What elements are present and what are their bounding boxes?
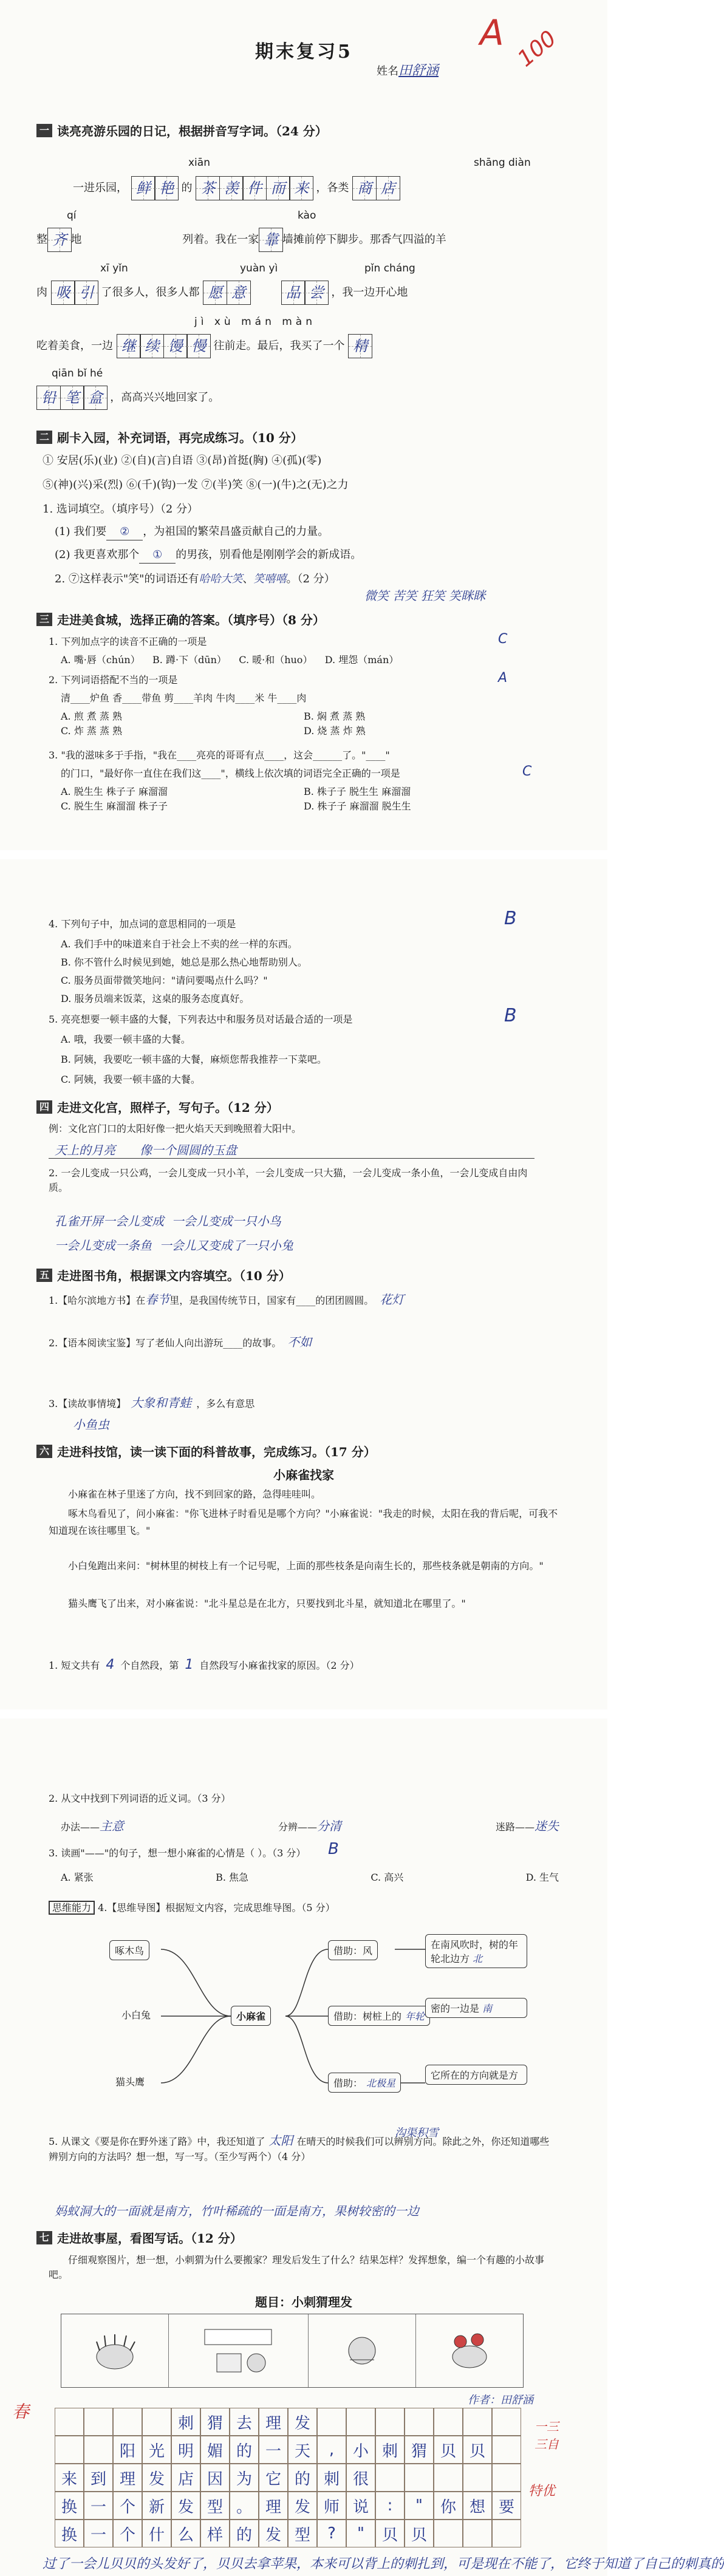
- grid-cell: 个: [113, 2492, 142, 2520]
- story-p4: 猫头鹰飞了出来，对小麻雀说："北斗星总是在北方，只要找到北斗星，就知道北在哪里了。": [68, 1598, 466, 1609]
- s5-q3: 3.【读故事情境】 大象和青蛙 ，多么有意思: [49, 1395, 255, 1410]
- grid-cell: 的: [230, 2436, 259, 2464]
- s4-example: 例：文化宫门口的太阳好像一把火焰天天到晚照着大阳中。: [49, 1123, 302, 1134]
- grid-cell: ?: [317, 2520, 346, 2547]
- grid-cell: 到: [84, 2464, 113, 2492]
- grid-cell: ": [346, 2520, 375, 2547]
- grade-mark-spring: 春: [12, 2402, 30, 2422]
- answer-box: 笔: [60, 386, 84, 410]
- grid-cell: 发: [288, 2492, 317, 2520]
- pinyin: xī yǐn: [100, 262, 128, 274]
- grid-cell: 很: [346, 2464, 375, 2492]
- grid-cell: [55, 2436, 84, 2464]
- pinyin: pǐn cháng: [364, 262, 415, 274]
- p2-q5: 5. 亮亮想要一顿丰盛的大餐，下列表达中和服务员对话最合适的一项是: [49, 1014, 353, 1025]
- p2-q5b: B. 阿姨，我要吃一顿丰盛的大餐，麻烦您帮我推荐一下菜吧。: [61, 1054, 327, 1065]
- grid-cell: 说: [346, 2492, 375, 2520]
- pinyin: jì xù mán màn: [194, 316, 316, 328]
- s3-q3: 3. "我的滋味多于手指，"我在____亮亮的哥哥有点____，这会______了。"____": [49, 749, 390, 761]
- p2-q4b: B. 你不管什么时候见到她，她总是那么热心地帮助别人。: [61, 956, 307, 968]
- grid-cell: 贝: [375, 2520, 405, 2547]
- grid-cell: 一: [259, 2436, 288, 2464]
- section-2-heading: 二 刷卡入园，补充词语，再完成练习。（10 分）: [36, 428, 303, 446]
- p3-q3: 3. 读画"——"的句子，想一想小麻雀的心情是（ ）。（3 分）: [49, 1847, 306, 1859]
- grid-cell: 光: [142, 2436, 171, 2464]
- s7-hint: 仔细观察图片，想一想，小刺猬为什么要搬家？理发后发生了什么？结果怎样？发挥想象，编一个有趣的小故事吧。: [49, 2254, 545, 2280]
- grid-cell: 换: [55, 2520, 84, 2547]
- grid-cell: ": [405, 2492, 434, 2520]
- s4-q2: 2. 一会儿变成一只公鸡，一会儿变成一只小羊，一会儿变成一只大猫，一会儿变成一条小鱼，一会儿变成自由肉质。: [49, 1167, 528, 1193]
- p2-a5: B: [504, 1005, 517, 1026]
- s3-q2-line: 清____炉鱼 香____带鱼 剪____羊肉 牛肉____米 牛____肉: [61, 692, 307, 704]
- grid-cell: [142, 2408, 171, 2436]
- answer-box: 店: [376, 176, 400, 200]
- grid-cell: 你: [434, 2492, 463, 2520]
- grid-cell: 么: [171, 2520, 200, 2547]
- grid-cell: 师: [317, 2492, 346, 2520]
- grid-cell: 为: [230, 2464, 259, 2492]
- grid-cell: 个: [113, 2520, 142, 2547]
- s3-a1: C: [498, 632, 508, 647]
- answer-box: 品: [281, 281, 306, 305]
- p3-q2: 2. 从文中找到下列词语的近义词。（3 分）: [49, 1793, 231, 1804]
- s3-q2-options: A. 煎 煮 蒸 熟 B. 焖 煮 蒸 熟 C. 炸 蒸 蒸 熟 D. 烧 蒸 炸 熟: [61, 710, 366, 737]
- grid-cell: 想: [463, 2492, 492, 2520]
- grid-cell: [317, 2408, 346, 2436]
- grid-cell: 它: [259, 2464, 288, 2492]
- map-left-rabbit: 小白兔: [121, 2009, 151, 2021]
- grid-cell: 发: [259, 2520, 288, 2547]
- s4-answer-1: 天上的月亮 像一个圆圆的玉盘: [55, 1143, 237, 1157]
- answer-box: 铅: [36, 386, 61, 410]
- grid-cell: 型: [288, 2520, 317, 2547]
- grid-cell: [84, 2436, 113, 2464]
- map-left-woodpecker: 啄木鸟: [109, 1940, 149, 1960]
- grid-cell: [492, 2520, 521, 2547]
- grid-cell: [346, 2408, 375, 2436]
- s2-q2: 2. ⑦这样表示"笑"的词语还有哈哈大笑、笑嘻嘻。（2 分）: [55, 573, 335, 585]
- grid-cell: 一: [84, 2492, 113, 2520]
- grid-cell: 贝: [405, 2520, 434, 2547]
- grid-cell: [55, 2408, 84, 2436]
- grid-cell: 的: [230, 2520, 259, 2547]
- grid-cell: [375, 2464, 405, 2492]
- p3-q4: 思维能力 4.【思维导图】根据短文内容，完成思维导图。（5 分）: [49, 1901, 335, 1915]
- name-value: 田舒涵: [398, 63, 439, 78]
- section-6-heading: 六 走进科技馆，读一读下面的科普故事，完成练习。（17 分）: [36, 1442, 376, 1460]
- grid-cell: [405, 2408, 434, 2436]
- side-note: 一三 三自: [534, 2419, 559, 2452]
- p3-q3-options: A. 紧张 B. 焦急 C. 高兴 D. 生气: [61, 1872, 559, 1883]
- grid-cell: :: [375, 2492, 405, 2520]
- p3-a5b: 沟渠积雪: [395, 2127, 439, 2139]
- grid-cell: 一: [84, 2520, 113, 2547]
- s1-line-2: 整 齐 地 列着。我在一家 靠 墙摊前停下脚步。那香气四溢的羊: [36, 228, 446, 252]
- p3-q2-answers: 办法——主意 分辨——分清 迷路——迷失: [61, 1819, 559, 1833]
- s3-q1-options: A. 嘴·唇（chún） B. 蹲·下（dūn） C. 暖·和（huo） D. 埋怨（mán）: [61, 654, 399, 666]
- name-label: 姓名田舒涵: [377, 63, 439, 78]
- essay-mark: 特优: [528, 2484, 556, 2499]
- story-p2: 啄木鸟看见了，问小麻雀："你飞进林子时看见是哪个方向？"小麻雀说："我走的时候，太阳在我的背后呢，可我不知道现在该往哪里飞。": [49, 1508, 558, 1536]
- answer-box: 件: [242, 176, 267, 200]
- grid-cell: [463, 2464, 492, 2492]
- comic-strip: [61, 2314, 524, 2388]
- grid-cell: 发: [288, 2408, 317, 2436]
- grid-cell: 猬: [405, 2436, 434, 2464]
- answer-box: 愿: [203, 281, 227, 305]
- s7-topic: 题目：小刺猬理发: [255, 2295, 352, 2309]
- grid-cell: 因: [200, 2464, 230, 2492]
- p2-q5a: A. 哦，我要一顿丰盛的大餐。: [61, 1034, 191, 1045]
- map-right-1: 在南风吹时，树的年轮北边方 北: [425, 1934, 527, 1968]
- story-p1: 小麻雀在林子里迷了方向，找不到回家的路，急得哇哇叫。: [68, 1488, 321, 1500]
- grade-mark: A: [480, 12, 504, 53]
- essay-author: 作者：田舒涵: [468, 2394, 533, 2407]
- grid-cell: 天: [288, 2436, 317, 2464]
- s3-q3-options: A. 脱生生 株子子 麻溜溜 B. 株子子 脱生生 麻溜溜 C. 脱生生 麻溜溜 株子子 D. 株子子 麻溜溜 脱生生: [61, 786, 411, 812]
- page-3: [0, 1719, 724, 2576]
- p3-q5: 5. 从课文《要是你在野外迷了路》中，我还知道了 太阳 在晴天的时候我们可以辨别方向。除此之外，你还知道哪些辨别方向的方法吗？想一想，写一写。（至少写两个）（4 分）: [49, 2133, 550, 2162]
- grid-cell: 。: [230, 2492, 259, 2520]
- grid-cell: 小: [346, 2436, 375, 2464]
- p2-q5c: C. 阿姨，我要一顿丰盛的大餐。: [61, 1074, 200, 1085]
- s1-line-5: 铅 笔 盒 ，高高兴兴地回家了。: [36, 386, 219, 410]
- answer-box: 羡: [219, 176, 244, 200]
- grid-cell: [463, 2520, 492, 2547]
- page-separator: [0, 850, 607, 859]
- s2-row-1: ① 安居(乐)(业) ②(自)(言)自语 ③(昂)首挺(胸) ④(孤)(零): [43, 454, 322, 467]
- s2-extra-answers: 微笑 苦笑 狂笑 笑眯眯: [364, 588, 486, 603]
- p2-q4: 4. 下列句子中，加点词的意思相同的一项是: [49, 918, 236, 930]
- grid-cell: 明: [171, 2436, 200, 2464]
- p2-q4a: A. 我们手中的味道来自于社会上不卖的丝一样的东西。: [61, 938, 298, 950]
- grid-cell: [434, 2408, 463, 2436]
- map-mid-1: 借助：风: [328, 1940, 378, 1960]
- answer-box: 引: [74, 281, 98, 305]
- answer-box: 意: [227, 281, 251, 305]
- answer-box: 靠: [259, 228, 283, 252]
- grid-cell: 媚: [200, 2436, 230, 2464]
- s4-answer-2b: 一会儿变成一条鱼 一会儿又变成了一只小兔: [55, 1238, 293, 1253]
- s3-q2: 2. 下列词语搭配不当的一项是: [49, 674, 178, 686]
- grid-cell: 刺: [171, 2408, 200, 2436]
- grid-cell: ,: [317, 2436, 346, 2464]
- grid-cell: [375, 2408, 405, 2436]
- section-3-heading: 三 走进美食城，选择正确的答案。（填序号）（8 分）: [36, 610, 325, 628]
- grid-cell: 新: [142, 2492, 171, 2520]
- page-separator: [0, 1709, 607, 1719]
- pinyin: yuàn yì: [240, 262, 278, 274]
- s3-a2: A: [498, 670, 508, 686]
- essay-grid: [55, 2408, 521, 2547]
- comic-panel: [309, 2314, 416, 2387]
- answer-box: 齐: [47, 228, 72, 252]
- s2-q1b: (2) 我更喜欢那个 ① 的男孩，别看他是刚刚学会的新成语。: [55, 547, 361, 564]
- grid-cell: [434, 2520, 463, 2547]
- grid-cell: 的: [288, 2464, 317, 2492]
- s2-q1a: (1) 我们要 ② ，为祖国的繁荣昌盛贡献自己的力量。: [55, 523, 329, 540]
- grid-cell: 型: [200, 2492, 230, 2520]
- page-2: [0, 859, 607, 1709]
- score-mark: 100: [513, 26, 561, 72]
- s1-line-4: 吃着美食，一边 继 续 馒 慢 往前走。最后，我买了一个 精: [36, 334, 372, 358]
- grid-cell: [84, 2408, 113, 2436]
- comic-panel: [416, 2314, 523, 2387]
- p2-q4c: C. 服务员面带微笑地问："请问要喝点什么吗？": [61, 975, 268, 986]
- s4-answer-2a: 孔雀开屏一会儿变成 一会儿变成一只小鸟: [55, 1214, 281, 1228]
- pinyin: xiān: [188, 157, 210, 169]
- story-title: 小麻雀找家: [273, 1468, 334, 1482]
- grid-cell: [492, 2464, 521, 2492]
- section-5-heading: 五 走进图书角，根据课文内容填空。（10 分）: [36, 1266, 291, 1284]
- answer-line: [49, 1158, 534, 1159]
- s3-a3: C: [522, 764, 532, 779]
- grid-cell: [463, 2408, 492, 2436]
- grid-cell: 贝: [434, 2436, 463, 2464]
- answer-box: 尝: [304, 281, 329, 305]
- answer-box: 艳: [154, 176, 179, 200]
- grid-cell: 刺: [317, 2464, 346, 2492]
- map-right-2: 密的一边是 南: [425, 1998, 527, 2018]
- s5-q1: 1.【哈尔滨地方书】在春节里，是我国传统节日，国家有____的团团圆圆。 花灯: [49, 1292, 405, 1307]
- s2-row-2: ⑤(神)(兴)采(烈) ⑥(千)(钩)一发 ⑦(半)笑 ⑧(一)(牛)之(无)之力: [43, 479, 349, 491]
- grid-cell: 来: [55, 2464, 84, 2492]
- pinyin: kào: [298, 210, 316, 222]
- s3-q1: 1. 下列加点字的读音不正确的一项是: [49, 636, 207, 647]
- grid-cell: [405, 2464, 434, 2492]
- page-title: 期末复习5: [255, 41, 353, 63]
- page-1: [0, 0, 607, 850]
- grid-cell: 样: [200, 2520, 230, 2547]
- s5-q2: 2.【语本阅读宝鉴】写了老仙人向出游玩____的故事。 不如: [49, 1335, 312, 1349]
- grid-cell: 发: [142, 2464, 171, 2492]
- grid-cell: 阳: [113, 2436, 142, 2464]
- comic-panel: [61, 2314, 169, 2387]
- section-7-heading: 七 走进故事屋，看图写话。（12 分）: [36, 2229, 242, 2246]
- answer-box: 盒: [83, 386, 108, 410]
- grid-cell: 理: [259, 2492, 288, 2520]
- grid-cell: [492, 2408, 521, 2436]
- p2-q4d: D. 服务员端来饭菜，这桌的服务态度真好。: [61, 993, 250, 1004]
- answer-box: 茶: [196, 176, 220, 200]
- map-right-3: 它所在的方向就是方: [425, 2065, 527, 2085]
- answer-box: 而: [266, 176, 290, 200]
- map-mid-2: 借助：树桩上的 年轮: [328, 2006, 430, 2026]
- grid-cell: [492, 2436, 521, 2464]
- grid-cell: 理: [259, 2408, 288, 2436]
- answer-box: 吸: [51, 281, 75, 305]
- answer-box: 商: [352, 176, 377, 200]
- grid-cell: 发: [171, 2492, 200, 2520]
- map-left-owl: 猫头鹰: [115, 2076, 145, 2088]
- s1-line-1: 一进乐园， 鲜 艳 的 茶 羡 件 而 来 ，各类 商 店: [73, 176, 399, 200]
- s6-q1: 1. 短文共有 4 个自然段，第 1 自然段写小麻雀找家的原因。（2 分）: [49, 1657, 360, 1672]
- grid-cell: 贝: [463, 2436, 492, 2464]
- grid-cell: 要: [492, 2492, 521, 2520]
- section-1-heading: 一 读亮亮游乐园的日记，根据拼音写字词。（24 分）: [36, 121, 327, 139]
- p3-a5-answer: 妈蚁洞大的一面就是南方，竹叶稀疏的一面是南方，果树较密的一边: [55, 2204, 419, 2218]
- s5-answer-3b: 小鱼虫: [73, 1417, 109, 1432]
- essay-tail: 过了一会儿贝贝的头发好了，贝贝去拿苹果，本来可以背上的刺扎到，可是现在不能了，它终于知道了自己的刺真的: [43, 2557, 724, 2572]
- p3-a3: B: [328, 1840, 339, 1858]
- s1-line-3: 肉 吸 引 了很多人，很多人都 愿 意 品 尝 ，我一边开心地: [36, 281, 408, 305]
- pinyin: qí: [67, 210, 77, 222]
- grid-cell: 理: [113, 2464, 142, 2492]
- answer-box: 来: [289, 176, 313, 200]
- grid-cell: 去: [230, 2408, 259, 2436]
- grid-cell: [434, 2464, 463, 2492]
- map-center: 小麻雀: [231, 2006, 271, 2026]
- grid-cell: 换: [55, 2492, 84, 2520]
- answer-box: 鲜: [131, 176, 155, 200]
- map-mid-3: 借助： 北极星: [328, 2073, 401, 2093]
- comic-panel: [169, 2314, 309, 2387]
- answer-box: 继: [117, 334, 141, 358]
- grid-cell: 猬: [200, 2408, 230, 2436]
- grid-cell: 刺: [375, 2436, 405, 2464]
- s3-q3b: 的门口，"最好你一直住在我们这____"，横线上依次填的词语完全正确的一项是: [61, 768, 400, 779]
- section-4-heading: 四 走进文化宫，照样子，写句子。（12 分）: [36, 1098, 279, 1116]
- s2-q1: 1. 选词填空。（填序号）（2 分）: [43, 503, 199, 516]
- answer-box: 慢: [186, 334, 211, 358]
- grid-cell: 什: [142, 2520, 171, 2547]
- story-p3: 小白兔跑出来问："树林里的树枝上有一个记号呢，上面的那些枝条是向南生长的，那些枝条就是朝南的方向。": [68, 1560, 544, 1572]
- answer-box: 馒: [163, 334, 188, 358]
- grid-cell: [113, 2408, 142, 2436]
- pinyin: qiān bǐ hé: [52, 367, 103, 380]
- grid-cell: 店: [171, 2464, 200, 2492]
- answer-box: 续: [140, 334, 164, 358]
- answer-box: 精: [348, 334, 372, 358]
- pinyin: shāng diàn: [474, 157, 531, 169]
- p2-a4: B: [504, 908, 517, 929]
